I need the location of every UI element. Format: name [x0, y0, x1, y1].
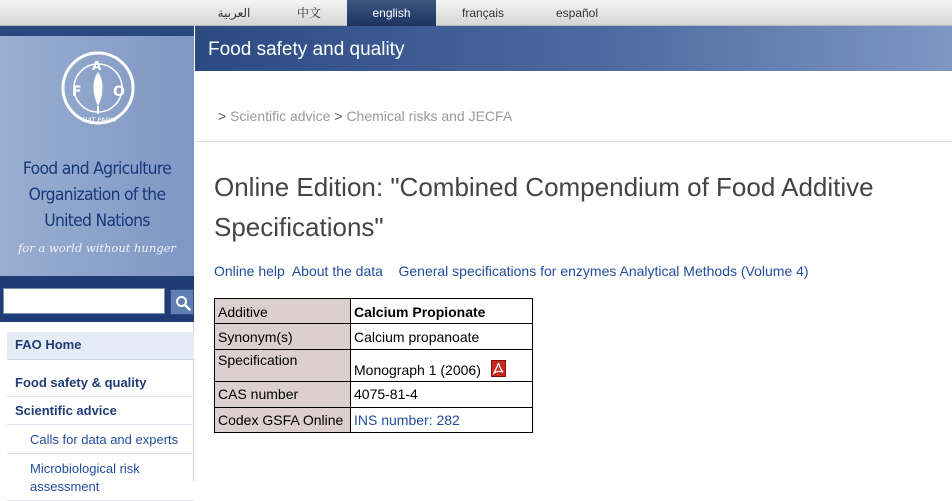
slogan: for a world without hunger [18, 241, 176, 255]
specification-value: Monograph 1 (2006) [354, 362, 481, 378]
cas-number-value: 4075-81-4 [351, 382, 533, 408]
language-bar [0, 0, 952, 26]
additive-label: Additive [215, 299, 351, 324]
search-input[interactable] [3, 288, 165, 314]
additive-spec-table [214, 298, 533, 433]
section-title[interactable]: Food safety and quality [208, 39, 405, 60]
page-title: Online Edition: "Combined Compendium of Food Additive Specifications" [214, 172, 874, 242]
table-row [215, 299, 533, 324]
pdf-icon[interactable] [491, 360, 506, 377]
codex-gsfa-cell [351, 408, 533, 433]
lang-chinese[interactable]: 中文 [296, 6, 321, 20]
svg-text:A: A [92, 59, 102, 73]
sidebar-item-fao-home[interactable]: FAO Home [7, 332, 194, 360]
breadcrumb-separator: > [334, 108, 343, 124]
lang-arabic[interactable]: العربية [217, 6, 251, 20]
general-specs-link[interactable]: General specifications for enzymes [398, 263, 617, 279]
svg-text:O: O [113, 84, 125, 100]
codex-gsfa-label: Codex GSFA Online [215, 408, 351, 433]
section-header [195, 26, 952, 71]
table-row [215, 382, 533, 408]
table-row [215, 324, 533, 350]
sidebar [0, 26, 194, 494]
organization-name [8, 156, 186, 234]
search-icon [175, 295, 191, 311]
online-help-link[interactable]: Online help [214, 263, 285, 279]
fao-logo-panel[interactable] [0, 26, 194, 276]
specification-label: Specification [215, 350, 351, 382]
search-panel [0, 276, 194, 322]
sidebar-item-scientific-advice[interactable]: Scientific advice [7, 397, 194, 425]
table-row [215, 408, 533, 433]
fao-emblem-icon [60, 50, 136, 126]
breadcrumb [218, 108, 512, 124]
table-row [215, 350, 533, 382]
sidebar-item-microbiological[interactable]: Microbiological risk assessment [7, 454, 194, 501]
lang-spanish[interactable]: español [555, 6, 599, 20]
ins-number-link[interactable]: INS number: 282 [354, 412, 460, 428]
breadcrumb-separator: > [218, 108, 227, 124]
svg-text:FIAT PANIS: FIAT PANIS [82, 116, 117, 124]
org-name-line-1: Food and Agriculture [22, 159, 172, 179]
search-button[interactable] [170, 289, 194, 315]
additive-value: Calcium Propionate [351, 299, 533, 324]
breadcrumb-scientific-advice[interactable]: Scientific advice [230, 108, 331, 124]
sidebar-nav [7, 332, 194, 501]
specification-cell [351, 350, 533, 382]
breadcrumb-chemical-risks[interactable]: Chemical risks and JECFA [346, 108, 513, 124]
sidebar-item-calls[interactable]: Calls for data and experts [7, 425, 194, 454]
analytical-methods-link[interactable]: Analytical Methods (Volume 4) [619, 263, 809, 279]
svg-text:F: F [72, 84, 82, 100]
cas-number-label: CAS number [215, 382, 351, 408]
org-name-line-3: United Nations [44, 211, 150, 231]
synonym-label: Synonym(s) [215, 324, 351, 350]
lang-french[interactable]: français [461, 6, 505, 20]
lang-english[interactable]: english [347, 0, 436, 26]
synonym-value: Calcium propanoate [351, 324, 533, 350]
org-name-line-2: Organization of the [28, 185, 166, 205]
sidebar-item-food-safety[interactable]: Food safety & quality [7, 369, 194, 397]
about-data-link[interactable]: About the data [291, 263, 383, 279]
resource-links [214, 263, 809, 279]
divider [195, 141, 952, 142]
